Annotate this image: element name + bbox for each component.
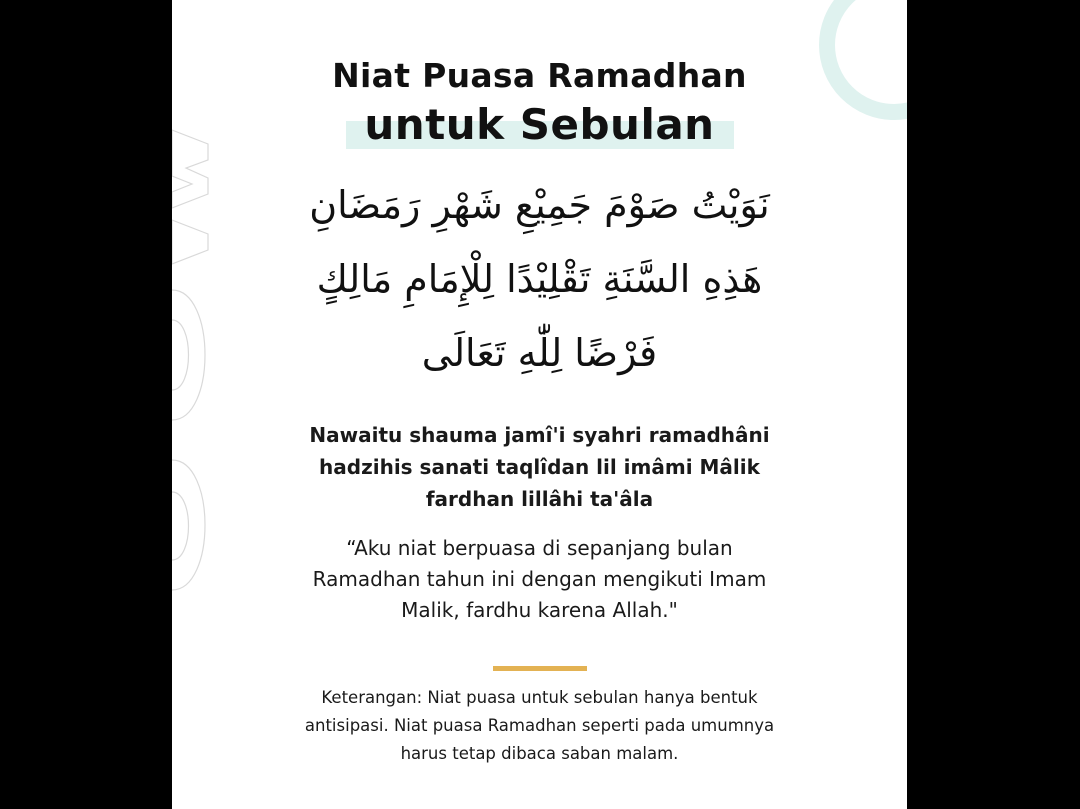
decorative-outline-letters <box>172 120 212 600</box>
footnote-text: Keterangan: Niat puasa untuk sebulan hanya bentuk antisipasi. Niat puasa Ramadhan seperti pada umumnya harus tetap dibaca saban malam. <box>304 688 775 763</box>
page-title-line-1: Niat Puasa Ramadhan <box>332 56 747 95</box>
arabic-prayer-text: نَوَيْتُ صَوْمَ جَمِيْعِ شَهْرِ رَمَضَانِ هَذِهِ السَّنَةِ تَقْلِيْدًا لِلْإِمَامِ مَالِكٍ فَرْضًا لِلّٰهِ تَعَالَى <box>309 183 770 375</box>
section-divider <box>493 666 587 671</box>
latin-transliteration: Nawaitu shauma jamî'i syahri ramadhâni hadzihis sanati taqlîdan lil imâmi Mâlik fardhan lillâhi ta'âla <box>309 423 770 511</box>
content-card <box>172 0 907 809</box>
translation-text: “Aku niat berpuasa di sepanjang bulan Ramadhan tahun ini dengan mengikuti Imam Malik, fardhu karena Allah." <box>312 536 767 622</box>
page-title-line-2: untuk Sebulan <box>364 100 715 149</box>
